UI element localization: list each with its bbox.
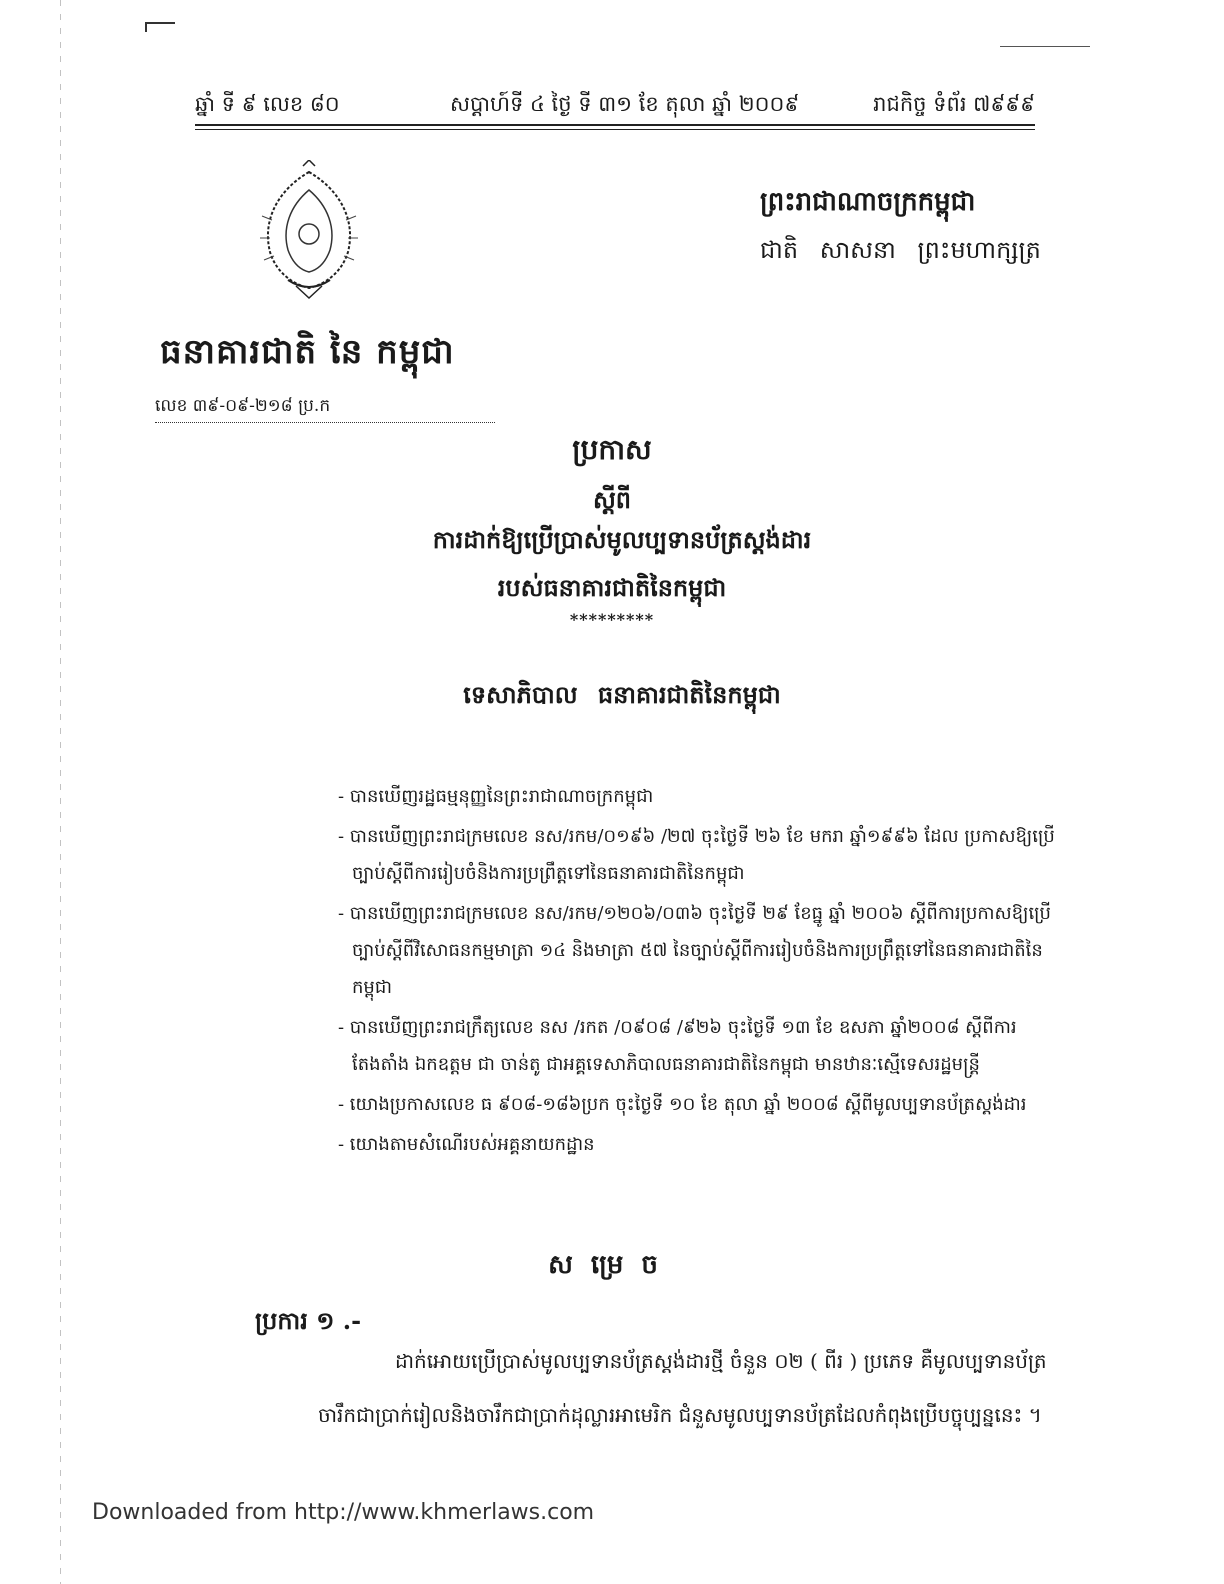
considerations-list bbox=[338, 778, 1058, 1166]
subject-line-1: ការដាក់ឱ្យប្រើប្រាស់មូលប្បទានប័ត្រស្តង់ដារ bbox=[432, 525, 812, 554]
article-title: ប្រការ ១ .- bbox=[255, 1306, 362, 1335]
subject-line-2: របស់ធនាគារជាតិនៃកម្ពុជា bbox=[497, 573, 727, 602]
consideration-item: - យោងតាមសំណើរបស់អគ្គនាយកដ្ឋាន bbox=[338, 1134, 595, 1155]
issuer-title: ទេសាភិបាល ធនាគារជាតិនៃកម្ពុជា bbox=[463, 680, 781, 709]
bank-name: ធនាគារជាតិ នៃ កម្ពុជា bbox=[160, 332, 455, 372]
scan-corner-mark bbox=[145, 22, 147, 32]
stars-separator: ********* bbox=[569, 610, 655, 629]
decides-heading: សម្រេច bbox=[548, 1250, 676, 1280]
consideration-item: - បានឃើញរដ្ឋធម្មនុញ្ញនៃព្រះរាជាណាចក្រកម្ពុជា bbox=[338, 786, 654, 807]
scan-corner-mark bbox=[145, 22, 175, 24]
scan-top-rule bbox=[1000, 46, 1090, 47]
about-label: ស្តីពី bbox=[592, 485, 632, 514]
scan-edge-mark bbox=[60, 0, 61, 1584]
consideration-item: - បានឃើញព្រះរាជក្រឹត្យលេខ នស /រកត /០៩០៨ /៩២៦ ចុះថ្ងៃទី ១៣ ខែ ឧសភា ឆ្នាំ២០០៨ ស្តីពីការតែងតាំង ឯកឧត្តម ជា ចាន់តូ ជាអគ្គទេសាភិបាលធនាគារជាតិនៃកម្ពុជា មានឋានៈស្មើទេសរដ្ឋមន្ត្រី bbox=[338, 1017, 1017, 1075]
royal-emblem-icon bbox=[248, 160, 370, 302]
gazette-year-issue: ឆ្នាំ ទី ៩ លេខ ៨០ bbox=[195, 92, 340, 116]
gazette-date: សប្តាហ៍ទី ៤ ថ្ងៃ ទី ៣១ ខែ តុលា ឆ្នាំ ២០០៩ bbox=[450, 92, 800, 116]
kingdom-title: ព្រះរាជាណាចក្រកម្ពុជា bbox=[760, 187, 976, 217]
article-body-line-2: ចារឹកជាប្រាក់រៀលនិងចារឹកជាប្រាក់ដុល្លារអាមេរិក ជំនួសមូលប្បទានប័ត្រដែលកំពុងប្រើបច្ចុប្បន្ននេះ ។ bbox=[318, 1403, 1042, 1427]
download-source-footer: Downloaded from http://www.khmerlaws.com bbox=[92, 1500, 595, 1525]
national-motto: ជាតិ សាសនា ព្រះមហាក្សត្រ bbox=[760, 236, 1041, 264]
document-type: ប្រកាស bbox=[572, 433, 652, 466]
gazette-header bbox=[195, 85, 1035, 125]
consideration-item: - យោងប្រកាសលេខ ធ ៩០៨-១៨៦ប្រក ចុះថ្ងៃទី ១០ ខែ តុលា ឆ្នាំ ២០០៨ ស្តីពីមូលប្បទានប័ត្រស្តង់ដារ bbox=[338, 1094, 1027, 1115]
consideration-item: - បានឃើញព្រះរាជក្រមលេខ នស/រកម/១២០៦/០៣៦ ចុះថ្ងៃទី ២៩ ខែធ្នូ ឆ្នាំ ២០០៦ ស្តីពីការប្រកាសឱ្យប្រើច្បាប់ស្តីពីវិសោធនកម្មមាត្រា ១៤ និងមាត្រា ៥៧ នៃច្បាប់ស្តីពីការរៀបចំនិងការប្រព្រឹត្តទៅនៃធនាគារជាតិនៃកម្ពុជា bbox=[338, 903, 1051, 998]
gazette-page: រាជកិច្ច ទំព័រ ៧៩៩៩ bbox=[873, 92, 1035, 116]
article-body-line-1: ដាក់អោយប្រើប្រាស់មូលប្បទានប័ត្រស្តង់ដារថ្មី ចំនួន ០២ ( ពីរ ) ប្រភេទ គឺមូលប្បទានប័ត្រ bbox=[395, 1349, 1047, 1373]
reference-number: លេខ ៣៩-០៩-២១៨ ប្រ.ក bbox=[155, 395, 495, 423]
header-divider bbox=[195, 124, 1035, 130]
consideration-item: - បានឃើញព្រះរាជក្រមលេខ នស/រកម/០១៩៦ /២៧ ចុះថ្ងៃទី ២៦ ខែ មករា ឆ្នាំ១៩៩៦ ដែល ប្រកាសឱ្យប្រើច្បាប់ស្តីពីការរៀបចំនិងការប្រព្រឹត្តទៅនៃធនាគារជាតិនៃកម្ពុជា bbox=[338, 826, 1055, 884]
